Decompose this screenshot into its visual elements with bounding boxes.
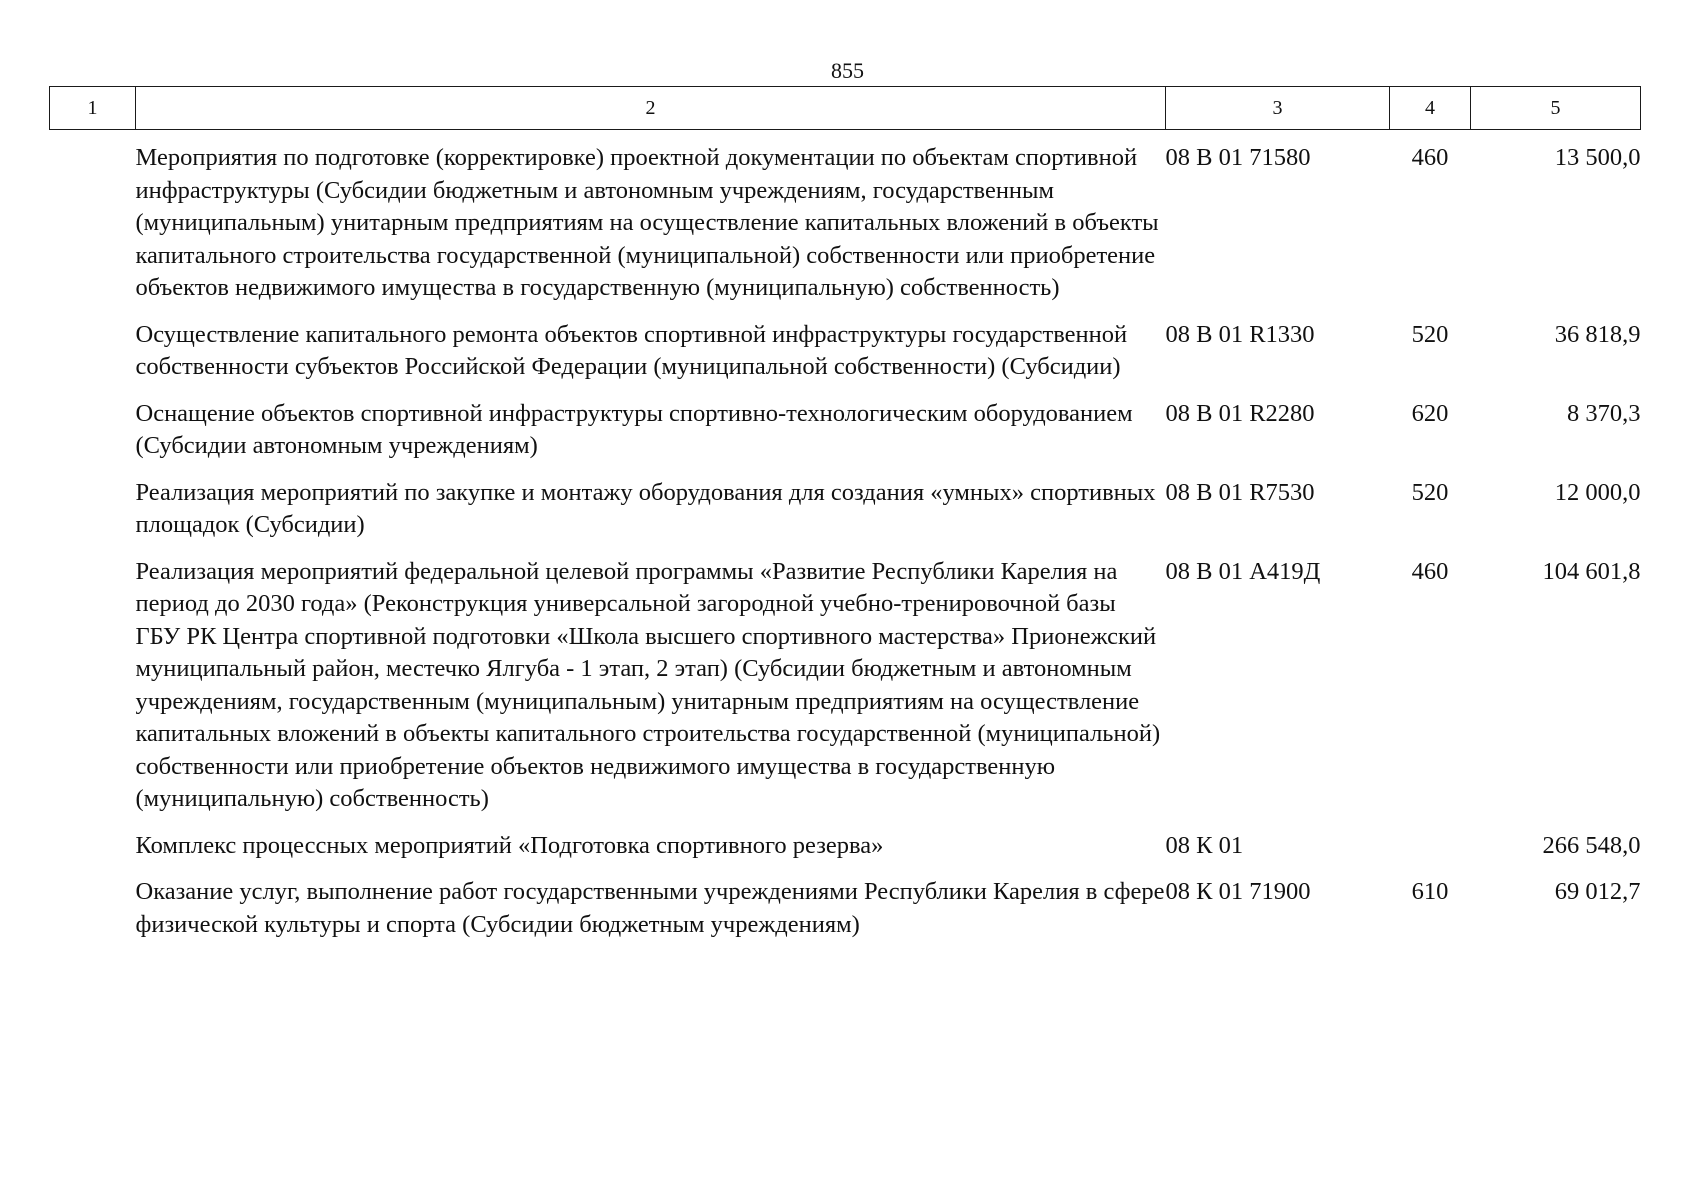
header-col-5: 5 <box>1471 87 1641 130</box>
header-col-3: 3 <box>1166 87 1390 130</box>
table-row <box>50 319 1641 398</box>
row-expense-type: 520 <box>1411 478 1449 506</box>
row-code: 08 К 01 <box>1165 831 1244 859</box>
row-description: Осуществление капитального ремонта объектов спортивной инфраструктуры государственной собственности субъектов Российской Федерации (муниципальной собственности) (Субсидии) <box>135 320 1128 380</box>
row-code: 08 В 01 А419Д <box>1165 557 1321 585</box>
row-expense-type: 460 <box>1411 557 1449 585</box>
budget-table-container <box>49 86 1640 955</box>
row-expense-type: 620 <box>1411 399 1449 427</box>
page-number: 855 <box>831 58 864 83</box>
row-code: 08 К 01 71900 <box>1165 878 1311 905</box>
row-description: Мероприятия по подготовке (корректировке) проектной документации по объектам спортивной инфраструктуры (Субсидии бюджетным и автономным учреждениям, государственным (муниципальным) унитарным предприятиям на осуществление капитальных вложений в объекты капитального строительства государственной (муниципальной) собственности или приобретение объектов недвижимого имущества в государственную (муниципальную) собственность) <box>135 144 1159 301</box>
table-row <box>50 830 1641 877</box>
row-amount: 36 818,9 <box>1554 320 1641 348</box>
table-row <box>50 130 1641 319</box>
row-description: Оснащение объектов спортивной инфраструктуры спортивно-технологическим оборудованием (Субсидии автономным учреждениям) <box>135 399 1133 459</box>
header-col-4: 4 <box>1390 87 1471 130</box>
header-col-1: 1 <box>50 87 136 130</box>
row-code: 08 В 01 R2280 <box>1165 399 1315 427</box>
row-expense-type <box>1390 830 1471 877</box>
header-col-2: 2 <box>136 87 1166 130</box>
row-description: Комплекс процессных мероприятий «Подготовка спортивного резерва» <box>135 831 884 859</box>
table-row <box>50 876 1641 955</box>
row-number-cell <box>50 876 136 955</box>
row-number-cell <box>50 398 136 477</box>
table-row <box>50 477 1641 556</box>
row-number-cell <box>50 477 136 556</box>
row-code: 08 В 01 R1330 <box>1165 320 1315 348</box>
row-number-cell <box>50 556 136 830</box>
row-amount: 104 601,8 <box>1542 557 1641 585</box>
row-description: Оказание услуг, выполнение работ государственными учреждениями Республики Карелия в сфере физической культуры и спорта (Субсидии бюджетным учреждениям) <box>135 878 1165 938</box>
row-expense-type: 610 <box>1411 878 1449 905</box>
header-row <box>50 87 1641 130</box>
table-row <box>50 556 1641 830</box>
row-expense-type: 460 <box>1411 144 1449 171</box>
row-number-cell <box>50 830 136 877</box>
row-expense-type: 520 <box>1411 320 1449 348</box>
row-amount: 266 548,0 <box>1542 831 1641 859</box>
budget-table <box>49 86 1641 955</box>
row-amount: 13 500,0 <box>1554 144 1641 171</box>
row-description: Реализация мероприятий федеральной целевой программы «Развитие Республики Карелия на период до 2030 года» (Реконструкция универсальной загородной учебно-тренировочной базы ГБУ РК Центра спортивной подготовки «Школа высшего спортивного мастерства» Прионежский муниципальный район, местечко Ялгуба - 1 этап, 2 этап) (Субсидии бюджетным и автономным учреждениям, государственным (муниципальным) унитарным предприятиям на осуществление капитальных вложений в объекты капитального строительства государственной (муниципальной) собственности или приобретение объектов недвижимого имущества в государственную (муниципальную) собственность) <box>135 557 1161 812</box>
row-code: 08 В 01 71580 <box>1165 144 1311 171</box>
row-amount: 69 012,7 <box>1554 878 1641 905</box>
table-row <box>50 398 1641 477</box>
row-number-cell <box>50 130 136 319</box>
row-amount: 12 000,0 <box>1554 478 1641 506</box>
row-code: 08 В 01 R7530 <box>1165 478 1315 506</box>
row-number-cell <box>50 319 136 398</box>
row-amount: 8 370,3 <box>1567 399 1641 427</box>
row-description: Реализация мероприятий по закупке и монтажу оборудования для создания «умных» спортивных площадок (Субсидии) <box>135 478 1156 538</box>
